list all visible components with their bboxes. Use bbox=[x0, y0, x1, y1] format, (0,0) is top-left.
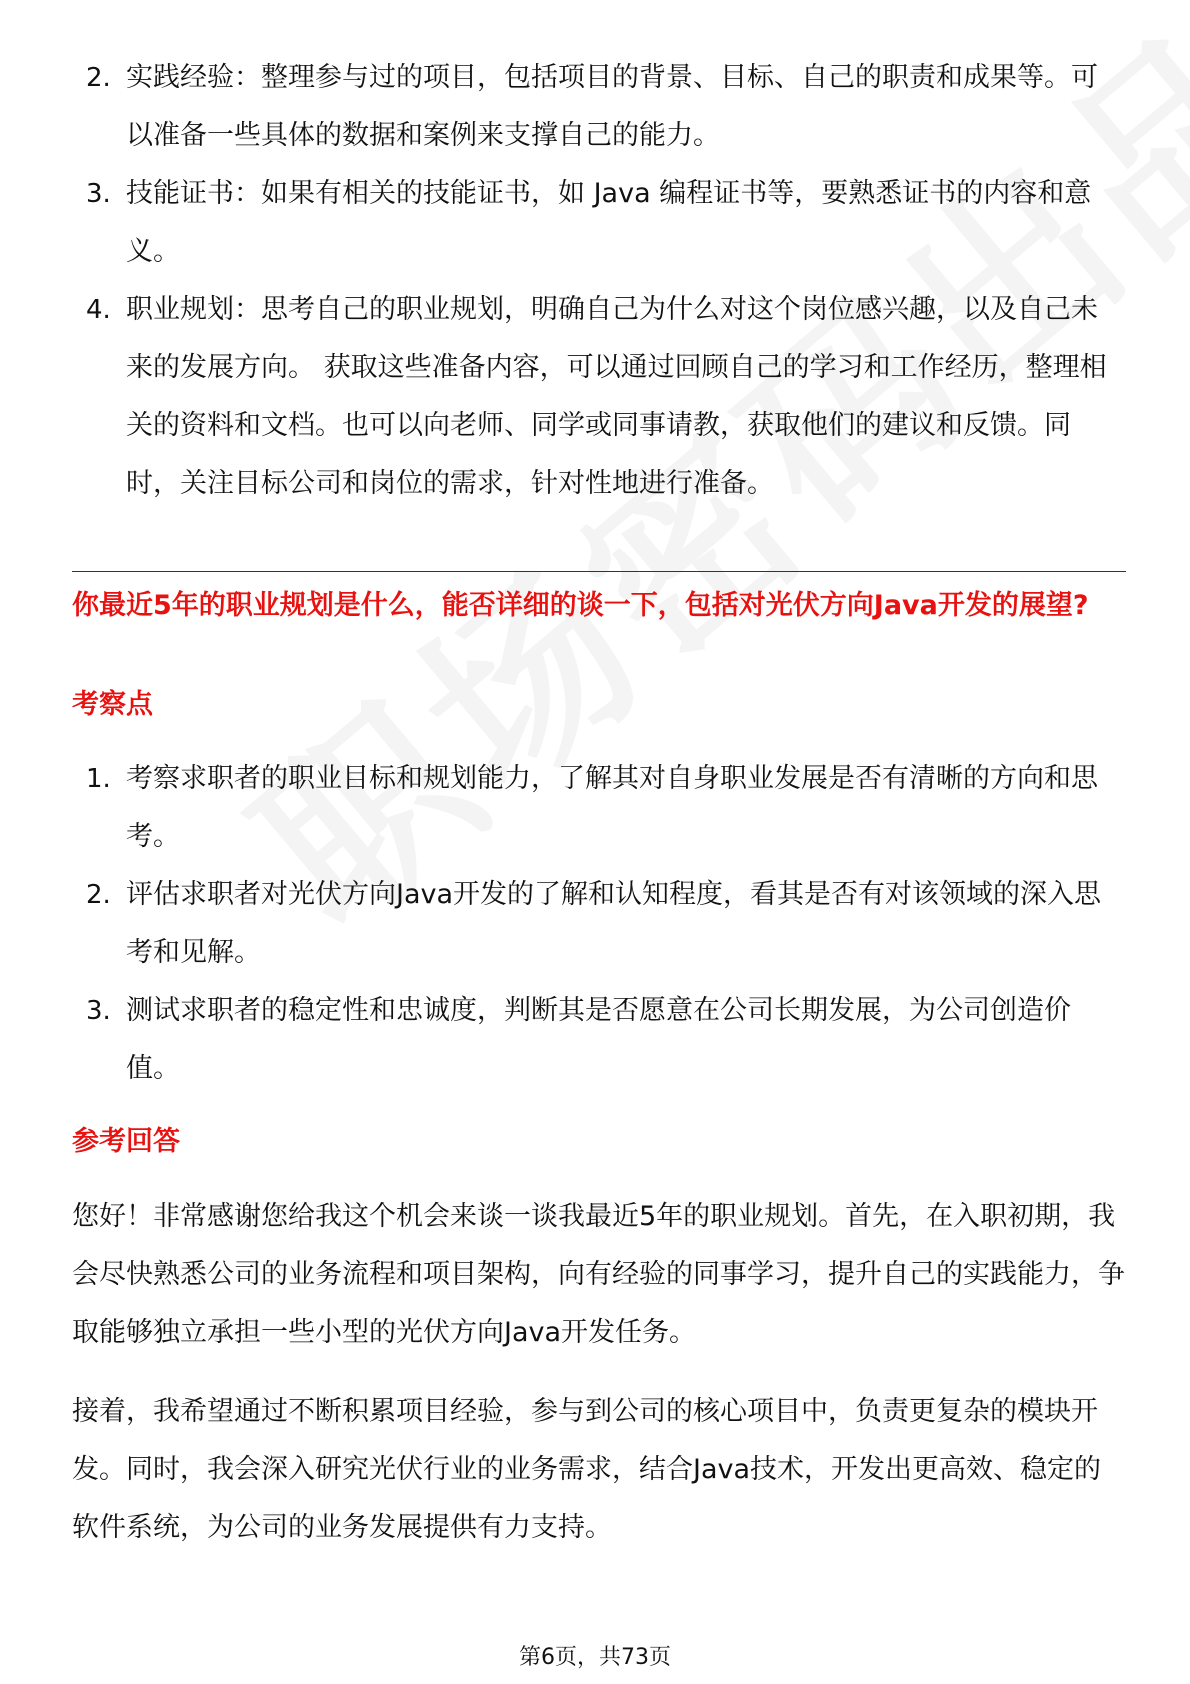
points-heading: 考察点 bbox=[72, 689, 153, 720]
list-number: 3. bbox=[86, 179, 111, 209]
list-item bbox=[0, 165, 1190, 281]
preparation-list-section bbox=[0, 49, 1190, 513]
list-item bbox=[0, 49, 1190, 165]
list-number: 3. bbox=[86, 996, 111, 1026]
section-divider bbox=[72, 571, 1126, 572]
list-item bbox=[0, 750, 1190, 866]
list-item bbox=[0, 982, 1190, 1098]
list-text: 评估求职者对光伏方向Java开发的了解和认知程度，看其是否有对该领域的深入思考和见解。 bbox=[126, 879, 1102, 968]
answer-heading: 参考回答 bbox=[72, 1126, 180, 1157]
list-item bbox=[0, 866, 1190, 982]
list-number: 2. bbox=[86, 880, 111, 910]
list-text: 实践经验：整理参与过的项目，包括项目的背景、目标、自己的职责和成果等。可以准备一些具体的数据和案例来支撑自己的能力。 bbox=[126, 62, 1098, 151]
list-number: 1. bbox=[86, 764, 111, 794]
list-number: 2. bbox=[86, 63, 111, 93]
list-number: 4. bbox=[86, 295, 111, 325]
interview-question: 你最近5年的职业规划是什么，能否详细的谈一下，包括对光伏方向Java开发的展望? bbox=[72, 590, 1089, 621]
answer-paragraph: 您好！非常感谢您给我这个机会来谈一谈我最近5年的职业规划。首先，在入职初期，我会尽快熟悉公司的业务流程和项目架构，向有经验的同事学习，提升自己的实践能力，争取能够独立承担一些小型的光伏方向Java开发任务。 bbox=[72, 1201, 1125, 1348]
list-text: 考察求职者的职业目标和规划能力，了解其对自身职业发展是否有清晰的方向和思考。 bbox=[126, 763, 1098, 852]
answer-paragraph: 接着，我希望通过不断积累项目经验，参与到公司的核心项目中，负责更复杂的模块开发。同时，我会深入研究光伏行业的业务需求，结合Java技术，开发出更高效、稳定的软件系统，为公司的业务发展提供有力支持。 bbox=[72, 1396, 1102, 1543]
list-text: 职业规划：思考自己的职业规划，明确自己为什么对这个岗位感兴趣，以及自己未来的发展方向。 获取这些准备内容，可以通过回顾自己的学习和工作经历，整理相关的资料和文档。也可以向老师、同学或同事请教，获取他们的建议和反馈。同时，关注目标公司和岗位的需求，针对性地进行准备。 bbox=[126, 294, 1107, 499]
list-text: 技能证书：如果有相关的技能证书，如 Java 编程证书等，要熟悉证书的内容和意义。 bbox=[126, 178, 1092, 267]
preparation-list bbox=[0, 49, 1190, 513]
page-footer: 第6页，共73页 bbox=[519, 1645, 671, 1670]
points-list bbox=[0, 750, 1190, 1098]
list-text: 测试求职者的稳定性和忠诚度，判断其是否愿意在公司长期发展，为公司创造价值。 bbox=[126, 995, 1071, 1084]
list-item bbox=[0, 281, 1190, 513]
points-section bbox=[0, 750, 1190, 1098]
